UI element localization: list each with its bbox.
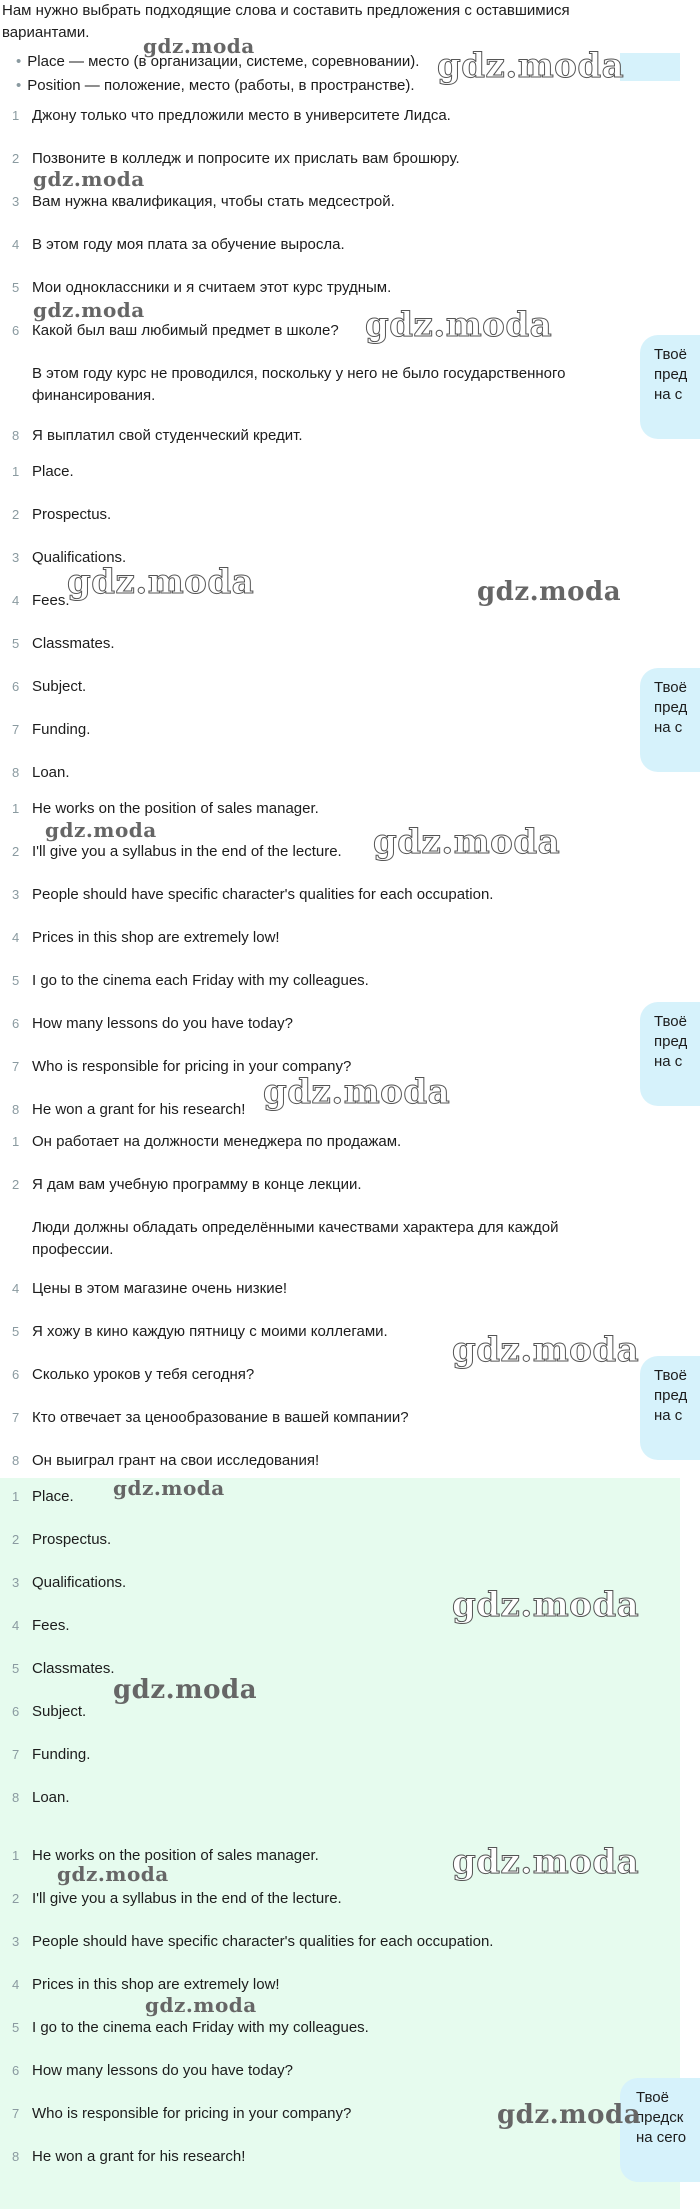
prediction-widget[interactable]: Твоё пред на с: [640, 668, 700, 772]
list-item: 8 Loan.: [12, 764, 70, 781]
list-item: 5 I go to the cinema each Friday with my colleagues.: [12, 972, 369, 989]
list-item: 5 Classmates.: [12, 1660, 115, 1677]
list-item: 2 Я дам вам учебную программу в конце лекции.: [12, 1176, 362, 1193]
list-item: 8 He won a grant for his research!: [12, 2148, 246, 2165]
watermark: gdz.moda: [497, 2100, 642, 2130]
list-item: 7 Funding.: [12, 1746, 91, 1763]
bullet-list: [16, 50, 419, 98]
list-item: 4 Fees.: [12, 1617, 70, 1634]
list-item: В этом году курс не проводился, поскольку у него не было государственного финансирования.: [32, 365, 566, 404]
watermark: gdz.moda: [437, 46, 625, 86]
list-item: 6 How many lessons do you have today?: [12, 2062, 293, 2079]
list-item: 5 Classmates.: [12, 635, 115, 652]
bullet-item: • Place — место (в организации, системе, соревновании).: [16, 50, 419, 74]
watermark: gdz.moda: [452, 1842, 640, 1882]
list-item: 6 Сколько уроков у тебя сегодня?: [12, 1366, 255, 1383]
watermark: gdz.moda: [145, 1993, 257, 2017]
list-item: 4 Цены в этом магазине очень низкие!: [12, 1280, 288, 1297]
list-item: 3 People should have specific character's qualities for each occupation.: [12, 1933, 494, 1950]
list-item: 4 Fees.: [12, 592, 70, 609]
list-item: 2 Prospectus.: [12, 506, 112, 523]
watermark: gdz.moda: [452, 1330, 640, 1370]
list-item: 6 How many lessons do you have today?: [12, 1015, 293, 1032]
list-item: 1 He works on the position of sales manager.: [12, 1847, 319, 1864]
list-item: 3 Qualifications.: [12, 549, 127, 566]
list-item: 5 Я хожу в кино каждую пятницу с моими коллегами.: [12, 1323, 388, 1340]
list-item: 3 People should have specific character's qualities for each occupation.: [12, 886, 494, 903]
watermark: gdz.moda: [373, 822, 561, 862]
watermark: gdz.moda: [452, 1585, 640, 1625]
watermark: gdz.moda: [113, 1675, 258, 1705]
list-item: 8 Он выиграл грант на свои исследования!: [12, 1452, 320, 1469]
list-item: 2 I'll give you a syllabus in the end of the lecture.: [12, 1890, 342, 1907]
list-item: 1 He works on the position of sales manager.: [12, 800, 319, 817]
list-item: 3 Вам нужна квалификация, чтобы стать медсестрой.: [12, 193, 395, 210]
list-item: 1 Place.: [12, 1488, 74, 1505]
prediction-widget[interactable]: Твоё пред на с: [640, 1356, 700, 1460]
watermark: gdz.moda: [477, 577, 622, 607]
watermark: gdz.moda: [33, 298, 145, 322]
list-item: 2 I'll give you a syllabus in the end of the lecture.: [12, 843, 342, 860]
list-item: Люди должны обладать определёнными качествами характера для каждой профессии.: [32, 1219, 559, 1258]
list-item: 4 Prices in this shop are extremely low!: [12, 1976, 280, 1993]
bullet-item: • Position — положение, место (работы, в пространстве).: [16, 74, 419, 98]
prediction-widget[interactable]: Твоё предск на сего: [620, 2078, 700, 2182]
list-item: 1 Place.: [12, 463, 74, 480]
list-item: 6 Subject.: [12, 1703, 87, 1720]
list-item: 8 He won a grant for his research!: [12, 1101, 246, 1118]
watermark: gdz.moda: [113, 1476, 225, 1500]
watermark: gdz.moda: [45, 818, 157, 842]
watermark: gdz.moda: [67, 562, 255, 602]
list-item: 8 Я выплатил свой студенческий кредит.: [12, 427, 303, 444]
watermark: gdz.moda: [365, 305, 553, 345]
list-item: 3 Qualifications.: [12, 1574, 127, 1591]
prediction-widget[interactable]: Твоё пред на с: [640, 1002, 700, 1106]
prediction-widget[interactable]: Твоё пред на с: [640, 335, 700, 439]
list-item: 6 Какой был ваш любимый предмет в школе?: [12, 322, 339, 339]
watermark: gdz.moda: [33, 167, 145, 191]
list-item: 5 I go to the cinema each Friday with my colleagues.: [12, 2019, 369, 2036]
list-item: 7 Кто отвечает за ценообразование в вашей компании?: [12, 1409, 409, 1426]
list-item: 8 Loan.: [12, 1789, 70, 1806]
list-item: 2 Позвоните в колледж и попросите их прислать вам брошюру.: [12, 150, 460, 167]
list-item: 1 Джону только что предложили место в университете Лидса.: [12, 107, 451, 124]
watermark: gdz.moda: [143, 34, 255, 58]
list-item: 4 В этом году моя плата за обучение выросла.: [12, 236, 345, 253]
list-item: 6 Subject.: [12, 678, 87, 695]
watermark: gdz.moda: [57, 1862, 169, 1886]
list-item: 4 Prices in this shop are extremely low!: [12, 929, 280, 946]
list-item: 7 Who is responsible for pricing in your company?: [12, 1058, 352, 1075]
side-banner-strip: [620, 53, 680, 81]
list-item: 7 Funding.: [12, 721, 91, 738]
list-item: 2 Prospectus.: [12, 1531, 112, 1548]
intro-text: Нам нужно выбрать подходящие слова и составить предложения с оставшимися вариантами.: [2, 2, 570, 41]
list-item: 7 Who is responsible for pricing in your company?: [12, 2105, 352, 2122]
watermark: gdz.moda: [263, 1072, 451, 1112]
list-item: 1 Он работает на должности менеджера по продажам.: [12, 1133, 402, 1150]
list-item: 5 Мои одноклассники и я считаем этот курс трудным.: [12, 279, 392, 296]
